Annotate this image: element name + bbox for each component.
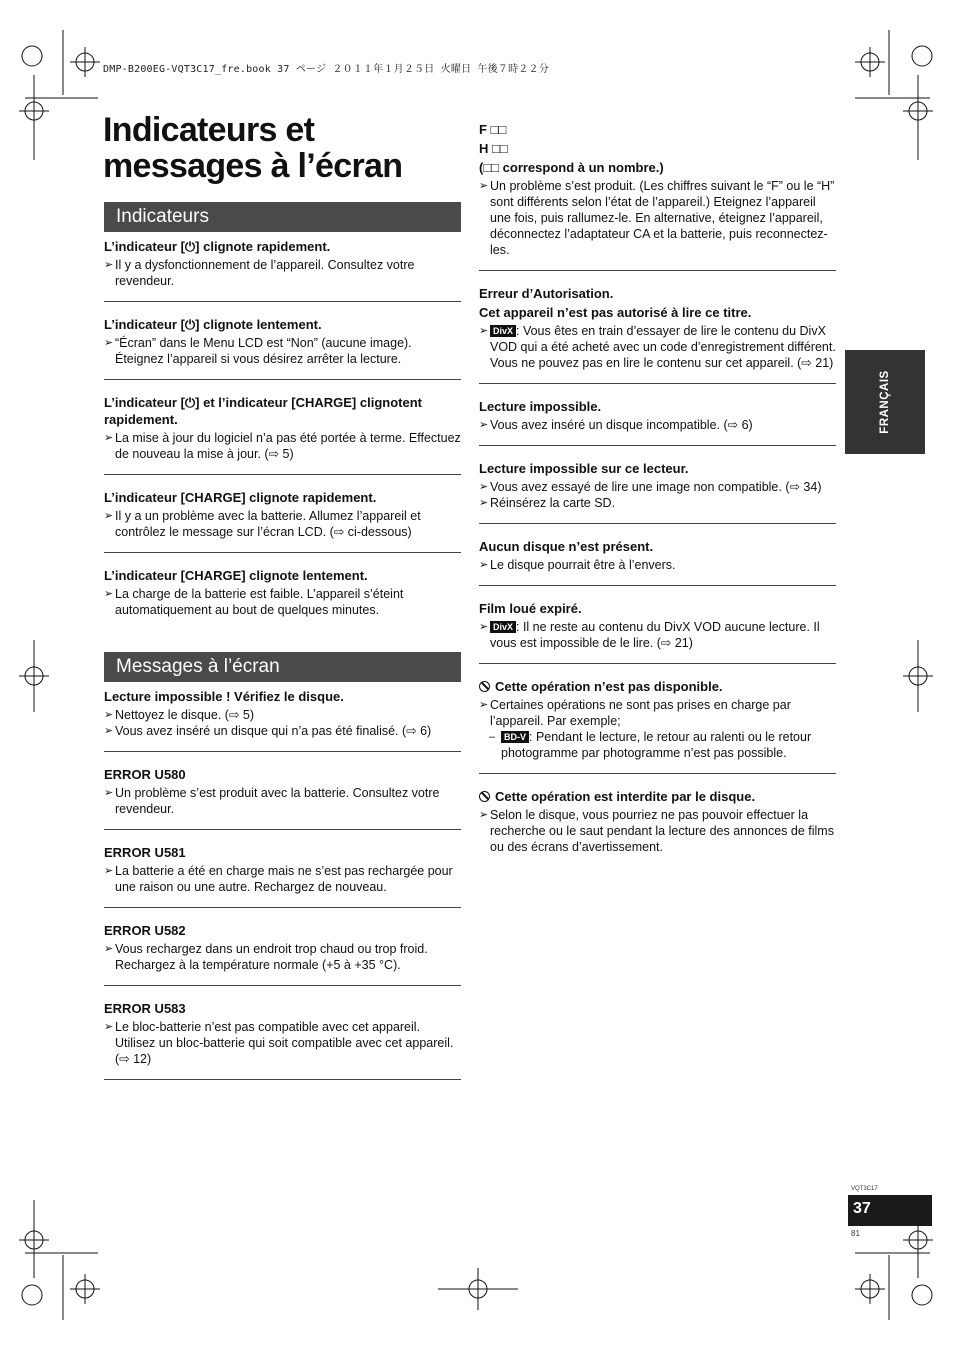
entry-title: Lecture impossible. xyxy=(479,399,602,414)
arrow-icon: ➢ xyxy=(104,865,114,877)
entry-text: Le disque pourrait être à l’envers. xyxy=(490,558,676,572)
entry-charge-fast xyxy=(104,475,461,553)
entry-title: H □□ xyxy=(479,141,508,156)
arrow-icon: ➢ xyxy=(104,943,114,955)
entry-title: L’indicateur [⏻] clignote rapidement. xyxy=(104,239,331,254)
language-tab xyxy=(845,350,925,454)
entry-text: Un problème s’est produit. (Les chiffres suivant le “F” ou le “H” sont différents selon l’état de l’appareil.) Eteignez l’appareil une fois, puis rallumez-le. En alternative, éteignez l’appareil, déconnectez l’adaptateur CA et la batterie, puis reconnectez-les. xyxy=(490,179,835,257)
left-column xyxy=(104,202,461,1080)
entry-text: : Vous êtes en train d’essayer de lire le contenu du DivX VOD qui a été acheté avec un code d’enregistrement différent. Vous ne pouvez pas en lire le contenu sur cet appareil. (⇨ 21) xyxy=(490,324,836,370)
arrow-icon: ➢ xyxy=(104,337,114,349)
arrow-icon: ➢ xyxy=(104,1021,114,1033)
language-tab-label: FRANÇAIS xyxy=(879,370,891,434)
entry-text: Il y a dysfonctionnement de l’appareil. Consultez votre revendeur. xyxy=(115,258,415,288)
arrow-icon: ➢ xyxy=(104,709,114,721)
entry-title: (□□ correspond à un nombre.) xyxy=(479,160,664,175)
dash-icon: – xyxy=(489,731,496,743)
arrow-icon: ➢ xyxy=(479,180,489,192)
entry-title: Cet appareil n’est pas autorisé à lire ce titre. xyxy=(479,305,752,320)
entry-title: L’indicateur [⏻] clignote lentement. xyxy=(104,317,322,332)
entry-lecture-impossible-disc xyxy=(479,384,836,446)
page-number-box xyxy=(848,1195,932,1226)
entry-title: Lecture impossible sur ce lecteur. xyxy=(479,461,689,476)
arrow-icon: ➢ xyxy=(104,432,114,444)
entry-text: Vous avez inséré un disque incompatible. (⇨ 6) xyxy=(490,418,753,432)
entry-text: La mise à jour du logiciel n’a pas été portée à terme. Effectuez de nouveau la mise à jour. (⇨ 5) xyxy=(115,431,461,461)
divx-badge: DivX xyxy=(490,621,516,633)
page-title: Indicateurs et messages à l’écran xyxy=(103,111,403,185)
arrow-icon: ➢ xyxy=(479,419,489,431)
entry-text: Nettoyez le disque. (⇨ 5) xyxy=(115,708,255,722)
entry-error-u580 xyxy=(104,752,461,830)
entry-title: L’indicateur [CHARGE] clignote lentement. xyxy=(104,568,368,583)
arrow-icon: ➢ xyxy=(104,725,114,737)
entry-title: Aucun disque n’est présent. xyxy=(479,539,654,554)
arrow-icon: ➢ xyxy=(479,621,489,633)
entry-text: Certaines opérations ne sont pas prises en charge par l’appareil. Par exemple; xyxy=(490,698,791,728)
entry-text: Vous avez essayé de lire une image non compatible. (⇨ 34) xyxy=(490,480,822,494)
entry-title: F □□ xyxy=(479,122,507,137)
entry-title: ERROR U581 xyxy=(104,845,186,860)
entry-no-disc xyxy=(479,524,836,586)
arrow-icon: ➢ xyxy=(479,325,489,337)
entry-title: Lecture impossible ! Vérifiez le disque. xyxy=(104,689,344,704)
no-entry-icon xyxy=(479,681,490,692)
entry-text: : Pendant le lecture, le retour au ralenti ou le retour photogramme par photogramme n’est pas possible. xyxy=(501,730,812,760)
entry-authorisation xyxy=(479,271,836,384)
entry-power-slow xyxy=(104,302,461,380)
no-entry-icon xyxy=(479,791,490,802)
right-column xyxy=(479,121,836,867)
arrow-icon: ➢ xyxy=(479,481,489,493)
entry-text: : Il ne reste au contenu du DivX VOD aucune lecture. Il vous est impossible de le lire. (⇨ 21) xyxy=(490,620,820,650)
entry-f-h-codes xyxy=(479,121,836,271)
entry-title: L’indicateur [CHARGE] clignote rapidement. xyxy=(104,490,377,505)
section-heading-indicateurs: Indicateurs xyxy=(104,202,461,232)
entry-text: Un problème s’est produit avec la batterie. Consultez votre revendeur. xyxy=(115,786,440,816)
arrow-icon: ➢ xyxy=(479,809,489,821)
entry-title: Film loué expiré. xyxy=(479,601,582,616)
arrow-icon: ➢ xyxy=(479,559,489,571)
arrow-icon: ➢ xyxy=(104,510,114,522)
entry-title: L’indicateur [⏻] et l’indicateur [CHARGE] clignotent rapidement. xyxy=(104,395,422,427)
entry-power-charge-fast xyxy=(104,380,461,475)
page-sub-number: 81 xyxy=(851,1229,860,1238)
entry-title: Cette opération est interdite par le disque. xyxy=(495,789,756,804)
page-number: 37 xyxy=(853,1200,871,1217)
entry-text: Selon le disque, vous pourriez ne pas pouvoir effectuer la recherche ou le saut pendant la lecture des annonces de films ou des écrans d’avertissement. xyxy=(490,808,834,854)
divx-badge: DivX xyxy=(490,325,516,337)
entry-text: La charge de la batterie est faible. L’appareil s’éteint automatiquement au bout de quelques minutes. xyxy=(115,587,404,617)
arrow-icon: ➢ xyxy=(479,699,489,711)
entry-not-available xyxy=(479,664,836,774)
entry-power-fast xyxy=(104,232,461,302)
entry-lecture-impossible-reader xyxy=(479,446,836,524)
entry-text: Il y a un problème avec la batterie. Allumez l’appareil et contrôlez le message sur l’écran LCD. (⇨ ci-dessous) xyxy=(115,509,421,539)
arrow-icon: ➢ xyxy=(104,588,114,600)
arrow-icon: ➢ xyxy=(479,497,489,509)
entry-prohibited xyxy=(479,774,836,867)
entry-title: ERROR U582 xyxy=(104,923,186,938)
entry-error-u581 xyxy=(104,830,461,908)
entry-text: “Écran” dans le Menu LCD est “Non” (aucune image). Éteignez l’appareil si vous désirez arrêter la lecture. xyxy=(115,336,412,366)
bdv-badge: BD-V xyxy=(501,731,529,743)
entry-text: La batterie a été en charge mais ne s’est pas rechargée pour une raison ou une autre. Rechargez de nouveau. xyxy=(115,864,453,894)
entry-charge-slow xyxy=(104,553,461,630)
book-header: DMP-B200EG-VQT3C17_fre.book 37 ページ ２０１１年１月２５日 火曜日 午後７時２２分 xyxy=(103,64,549,75)
arrow-icon: ➢ xyxy=(104,259,114,271)
section-heading-messages: Messages à l’écran xyxy=(104,652,461,682)
entry-title: ERROR U580 xyxy=(104,767,186,782)
entry-title: Cette opération n’est pas disponible. xyxy=(495,679,723,694)
entry-error-u582 xyxy=(104,908,461,986)
entry-title: Erreur d’Autorisation. xyxy=(479,286,614,301)
entry-rental-expired xyxy=(479,586,836,664)
entry-lecture-impossible xyxy=(104,682,461,752)
entry-text: Réinsérez la carte SD. xyxy=(490,496,616,510)
entry-title: ERROR U583 xyxy=(104,1001,186,1016)
entry-text: Vous rechargez dans un endroit trop chaud ou trop froid. Rechargez à la température normale (+5 à +35 °C). xyxy=(115,942,428,972)
entry-error-u583 xyxy=(104,986,461,1080)
entry-text: Le bloc-batterie n’est pas compatible avec cet appareil. Utilisez un bloc-batterie qui soit compatible avec cet appareil. (⇨ 12) xyxy=(115,1020,454,1066)
arrow-icon: ➢ xyxy=(104,787,114,799)
entry-text: Vous avez inséré un disque qui n’a pas été finalisé. (⇨ 6) xyxy=(115,724,432,738)
page-code: VQT3C17 xyxy=(851,1186,878,1192)
